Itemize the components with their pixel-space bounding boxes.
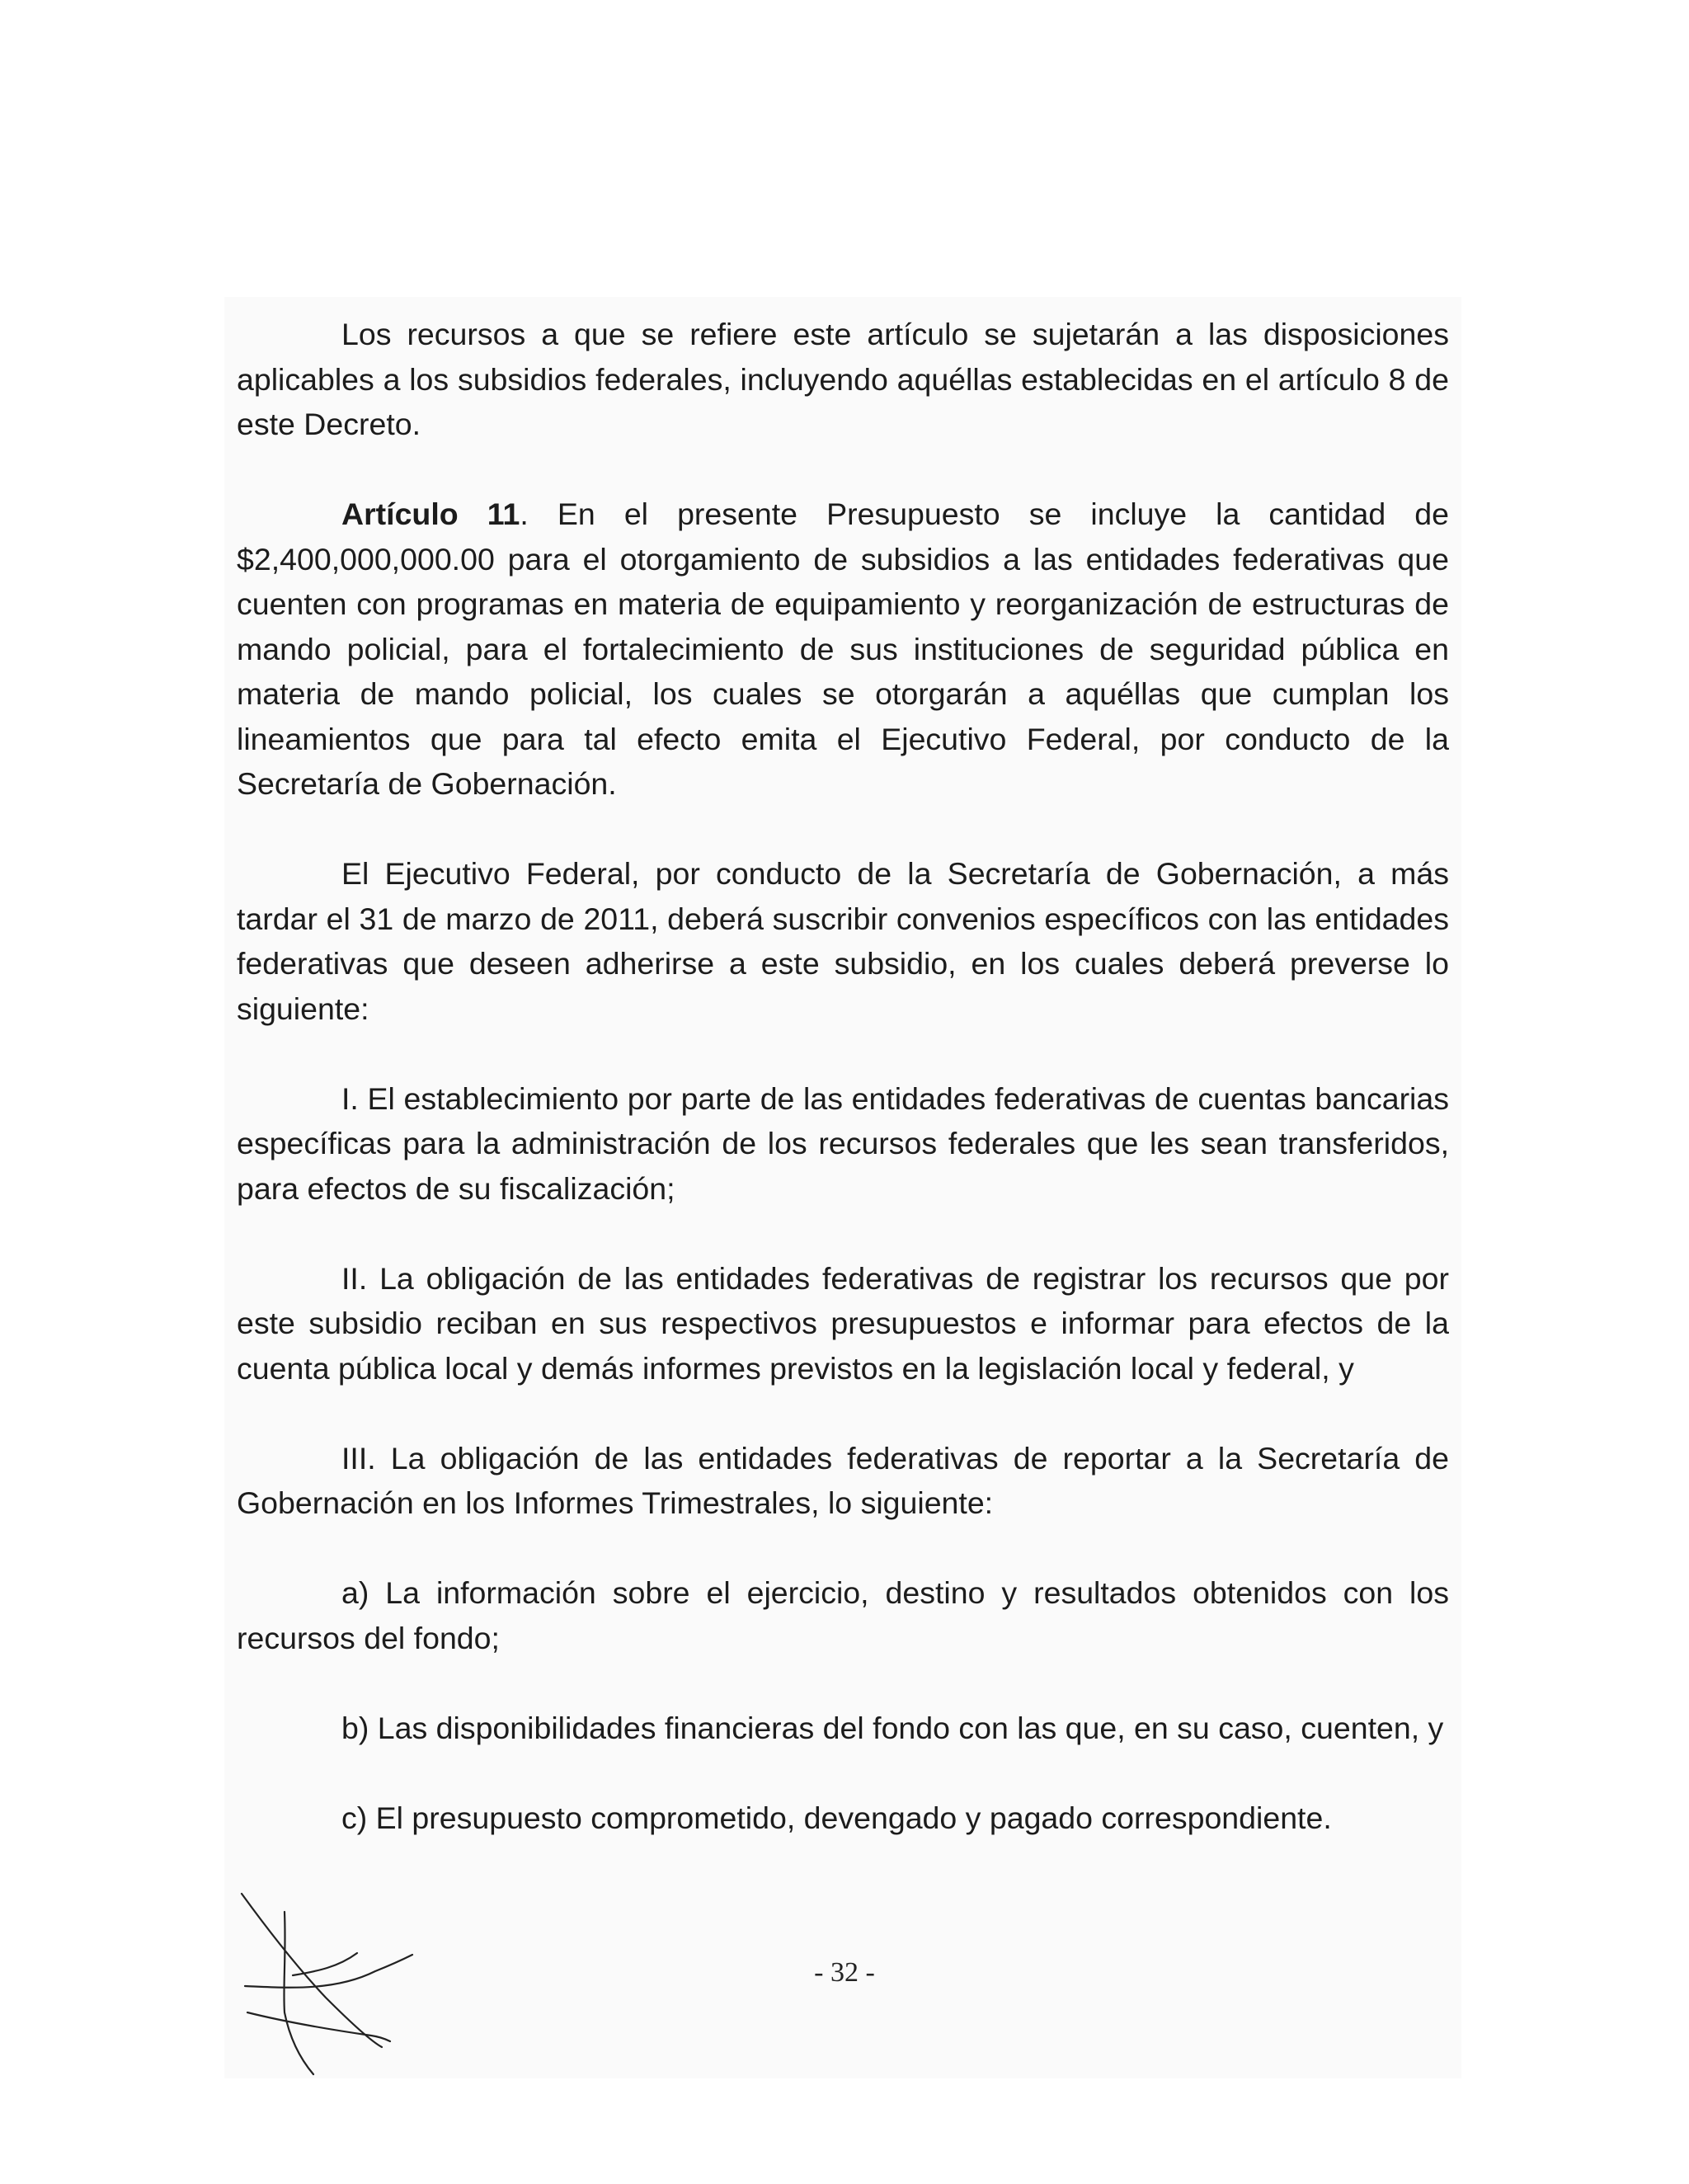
article-heading: Artículo 11 <box>341 497 520 531</box>
signature-stroke <box>284 1912 313 2074</box>
signature-stroke <box>242 1894 382 2047</box>
paragraph-text: III. La obligación de las entidades federativas de reportar a la Secretaría de Gobernación en los Informes Trimestrales, lo siguiente: <box>237 1440 1449 1520</box>
page-number: - 32 - <box>814 1957 875 1988</box>
sub-item-c <box>237 1796 1449 1841</box>
document-body <box>237 312 1449 1885</box>
handwritten-signature <box>235 1889 433 2078</box>
paragraph-text: El Ejecutivo Federal, por conducto de la Secretaría de Gobernación, a más tardar el 31 de marzo de 2011, deberá suscribir convenios específicos con las entidades federativas que deseen adherirse a este subsidio, en los cuales deberá preverse lo siguiente: <box>237 856 1449 1026</box>
paragraph-text: a) La información sobre el ejercicio, destino y resultados obtenidos con los recursos del fondo; <box>237 1575 1449 1655</box>
paragraph-text: c) El presupuesto comprometido, devengado y pagado correspondiente. <box>341 1800 1332 1835</box>
list-item-iii <box>237 1436 1449 1526</box>
paragraph-text: b) Las disponibilidades financieras del fondo con las que, en su caso, cuenten, y <box>341 1710 1444 1745</box>
paragraph-text: . En el presente Presupuesto se incluye la cantidad de $2,400,000,000.00 para el otorgamiento de subsidios a las entidades federativas que cuenten con programas en materia de equipamiento y reorganización de estructuras de mando policial, para el fortalecimiento de sus instituciones de seguridad pública en materia de mando policial, los cuales se otorgarán a aquéllas que cumplan los lineamientos que para tal efecto emita el Ejecutivo Federal, por conducto de la Secretaría de Gobernación. <box>237 497 1449 801</box>
paragraph-text: I. El establecimiento por parte de las entidades federativas de cuentas bancarias específicas para la administración de los recursos federales que les sean transferidos, para efectos de su fiscalización; <box>237 1080 1449 1206</box>
signature-stroke <box>245 1955 412 1988</box>
list-item-ii <box>237 1256 1449 1391</box>
paragraph-text: Los recursos a que se refiere este artículo se sujetarán a las disposiciones aplicables a los subsidios federales, incluyendo aquéllas establecidas en el artículo 8 de este Decreto. <box>237 317 1449 441</box>
paragraph-ejecutivo-federal <box>237 851 1449 1031</box>
paragraph-text: II. La obligación de las entidades federativas de registrar los recursos que por este subsidio reciban en sus respectivos presupuestos e informar para efectos de la cuenta pública local y demás informes previstos en la legislación local y federal, y <box>237 1260 1449 1386</box>
sub-item-a <box>237 1570 1449 1660</box>
list-item-i <box>237 1076 1449 1212</box>
sub-item-b <box>237 1706 1449 1751</box>
paragraph-articulo-11 <box>237 492 1449 807</box>
paragraph-recursos <box>237 312 1449 447</box>
